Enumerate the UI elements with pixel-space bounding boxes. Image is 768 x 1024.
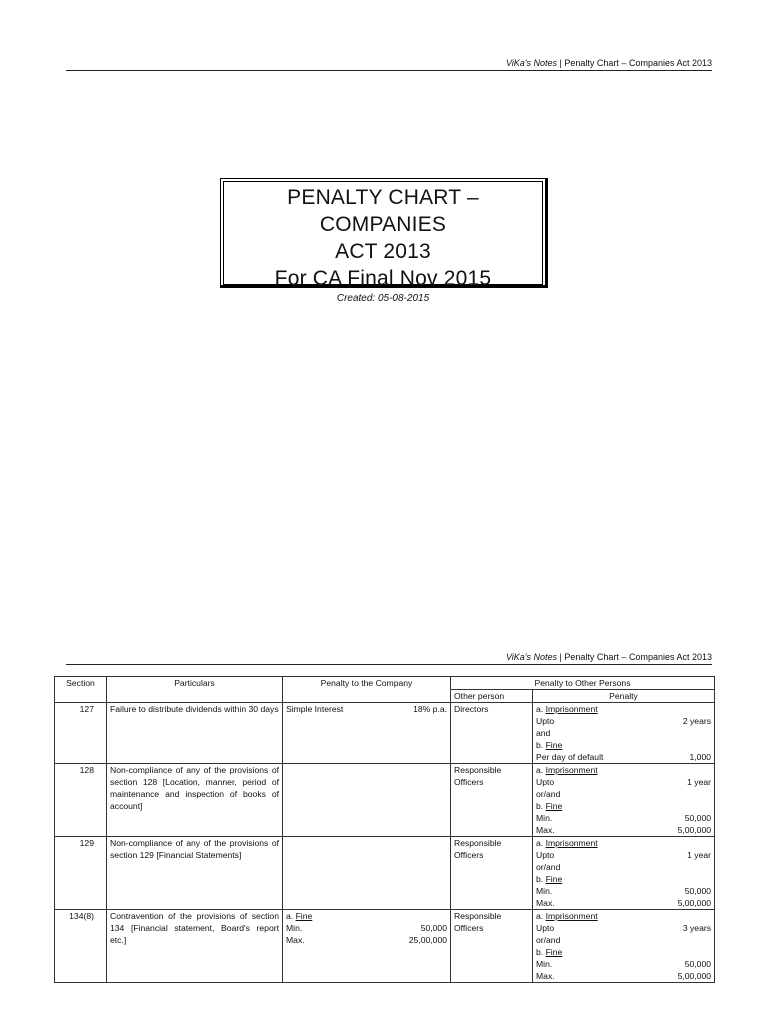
value-line bbox=[536, 776, 711, 788]
col-header-other-person: Other person bbox=[451, 690, 533, 703]
header-title: Penalty Chart – Companies Act 2013 bbox=[564, 58, 712, 68]
cell-section: 128 bbox=[55, 764, 107, 837]
value-label: Min. bbox=[286, 923, 303, 933]
value-label: Max. bbox=[536, 898, 555, 908]
value-line bbox=[536, 837, 711, 849]
value-label: b. Fine bbox=[536, 740, 563, 750]
cell-particulars: Non-compliance of any of the provisions of section 129 [Financial Statements] bbox=[107, 837, 283, 910]
value-label: or/and bbox=[536, 789, 561, 799]
value-line bbox=[536, 727, 711, 739]
value-line bbox=[536, 788, 711, 800]
col-header-others: Penalty to Other Persons bbox=[451, 677, 715, 690]
cell-company-penalty bbox=[283, 764, 451, 837]
value-line bbox=[286, 922, 447, 934]
header-brand: ViKa's Notes bbox=[505, 652, 558, 662]
value-label: Upto bbox=[536, 850, 555, 860]
value-label: Upto bbox=[536, 777, 555, 787]
value-line bbox=[536, 958, 711, 970]
cell-company-penalty bbox=[283, 703, 451, 764]
value-amount: 5,00,000 bbox=[677, 898, 712, 908]
penalty-table bbox=[54, 676, 715, 983]
cover-title-line3: For CA Final Nov 2015 bbox=[274, 267, 492, 290]
cover-title-inner bbox=[223, 181, 543, 304]
table-row bbox=[55, 910, 715, 983]
value-amount: 25,00,000 bbox=[408, 935, 447, 945]
value-label: b. Fine bbox=[536, 947, 563, 957]
cell-section: 129 bbox=[55, 837, 107, 910]
cell-section: 127 bbox=[55, 703, 107, 764]
value-label: Min. bbox=[536, 813, 553, 823]
page-header-2 bbox=[66, 652, 712, 662]
col-header-particulars: Particulars bbox=[107, 677, 283, 703]
col-header-section: Section bbox=[55, 677, 107, 703]
value-amount: 18% p.a. bbox=[413, 704, 447, 714]
cell-penalty bbox=[533, 703, 715, 764]
cell-company-penalty bbox=[283, 910, 451, 983]
value-label: Min. bbox=[536, 886, 553, 896]
cover-title-line2: ACT 2013 bbox=[335, 240, 431, 263]
cover-created-date: Created: 05-08-2015 bbox=[336, 293, 430, 304]
value-amount: 5,00,000 bbox=[677, 971, 712, 981]
value-amount: 1 year bbox=[687, 850, 712, 860]
cover-title-box bbox=[220, 178, 548, 304]
cell-penalty bbox=[533, 837, 715, 910]
value-label: a. Imprisonment bbox=[536, 838, 598, 848]
value-line bbox=[536, 764, 711, 776]
value-label: or/and bbox=[536, 862, 561, 872]
value-line bbox=[286, 934, 447, 946]
cell-other-person: Responsible Officers bbox=[451, 837, 533, 910]
cell-company-penalty bbox=[283, 837, 451, 910]
cell-penalty bbox=[533, 764, 715, 837]
value-label: b. Fine bbox=[536, 801, 563, 811]
value-label: Per day of default bbox=[536, 752, 604, 762]
value-line bbox=[536, 946, 711, 958]
value-amount: 50,000 bbox=[420, 923, 447, 933]
value-amount: 1,000 bbox=[689, 752, 712, 762]
cell-penalty bbox=[533, 910, 715, 983]
value-line bbox=[286, 910, 447, 922]
value-line bbox=[536, 800, 711, 812]
value-label: Max. bbox=[286, 935, 305, 945]
value-amount: 5,00,000 bbox=[677, 825, 712, 835]
value-line bbox=[536, 849, 711, 861]
header-separator: | bbox=[559, 652, 562, 662]
value-line bbox=[536, 885, 711, 897]
value-label: b. Fine bbox=[536, 874, 563, 884]
header-separator: | bbox=[559, 58, 562, 68]
col-header-penalty: Penalty bbox=[533, 690, 715, 703]
value-amount: 50,000 bbox=[684, 959, 712, 969]
value-line bbox=[536, 824, 711, 836]
header-title: Penalty Chart – Companies Act 2013 bbox=[564, 652, 712, 662]
value-label: Simple Interest bbox=[286, 704, 344, 714]
value-amount: 50,000 bbox=[684, 813, 712, 823]
value-label: Max. bbox=[536, 825, 555, 835]
value-line bbox=[536, 751, 711, 763]
value-label: Max. bbox=[536, 971, 555, 981]
value-label: and bbox=[536, 728, 551, 738]
header-rule bbox=[66, 70, 712, 71]
value-label: Upto bbox=[536, 923, 555, 933]
cell-other-person: Responsible Officers bbox=[451, 910, 533, 983]
value-line bbox=[536, 970, 711, 982]
value-label: a. Imprisonment bbox=[536, 765, 598, 775]
value-line bbox=[536, 910, 711, 922]
cell-particulars: Contravention of the provisions of section 134 [Financial statement, Board's report etc.] bbox=[107, 910, 283, 983]
cell-particulars: Non-compliance of any of the provisions of section 128 [Location, manner, period of maintenance and inspection of books of account] bbox=[107, 764, 283, 837]
cell-other-person: Directors bbox=[451, 703, 533, 764]
table-row bbox=[55, 764, 715, 837]
value-label: or/and bbox=[536, 935, 561, 945]
value-amount: 3 years bbox=[682, 923, 712, 933]
table-row bbox=[55, 837, 715, 910]
value-line bbox=[536, 703, 711, 715]
header-brand: ViKa's Notes bbox=[505, 58, 558, 68]
value-line bbox=[536, 934, 711, 946]
penalty-table-body bbox=[55, 703, 715, 983]
cell-other-person: Responsible Officers bbox=[451, 764, 533, 837]
value-line bbox=[536, 715, 711, 727]
value-label: Upto bbox=[536, 716, 555, 726]
value-line bbox=[536, 922, 711, 934]
value-line bbox=[536, 739, 711, 751]
value-label: a. Imprisonment bbox=[536, 911, 598, 921]
cell-particulars: Failure to distribute dividends within 30 days bbox=[107, 703, 283, 764]
cover-title-line1: PENALTY CHART – COMPANIES bbox=[287, 186, 479, 236]
col-header-company: Penalty to the Company bbox=[283, 677, 451, 703]
value-line bbox=[536, 861, 711, 873]
value-line bbox=[536, 812, 711, 824]
value-line bbox=[536, 897, 711, 909]
value-amount: 50,000 bbox=[684, 886, 712, 896]
header-rule-2 bbox=[66, 664, 712, 665]
value-amount: 2 years bbox=[682, 716, 712, 726]
value-line bbox=[536, 873, 711, 885]
cell-section: 134(8) bbox=[55, 910, 107, 983]
value-label: Min. bbox=[536, 959, 553, 969]
value-amount: 1 year bbox=[687, 777, 712, 787]
page-header bbox=[66, 58, 712, 68]
value-label: a. Fine bbox=[286, 911, 313, 921]
value-label: a. Imprisonment bbox=[536, 704, 598, 714]
table-row bbox=[55, 703, 715, 764]
value-line bbox=[286, 703, 447, 715]
